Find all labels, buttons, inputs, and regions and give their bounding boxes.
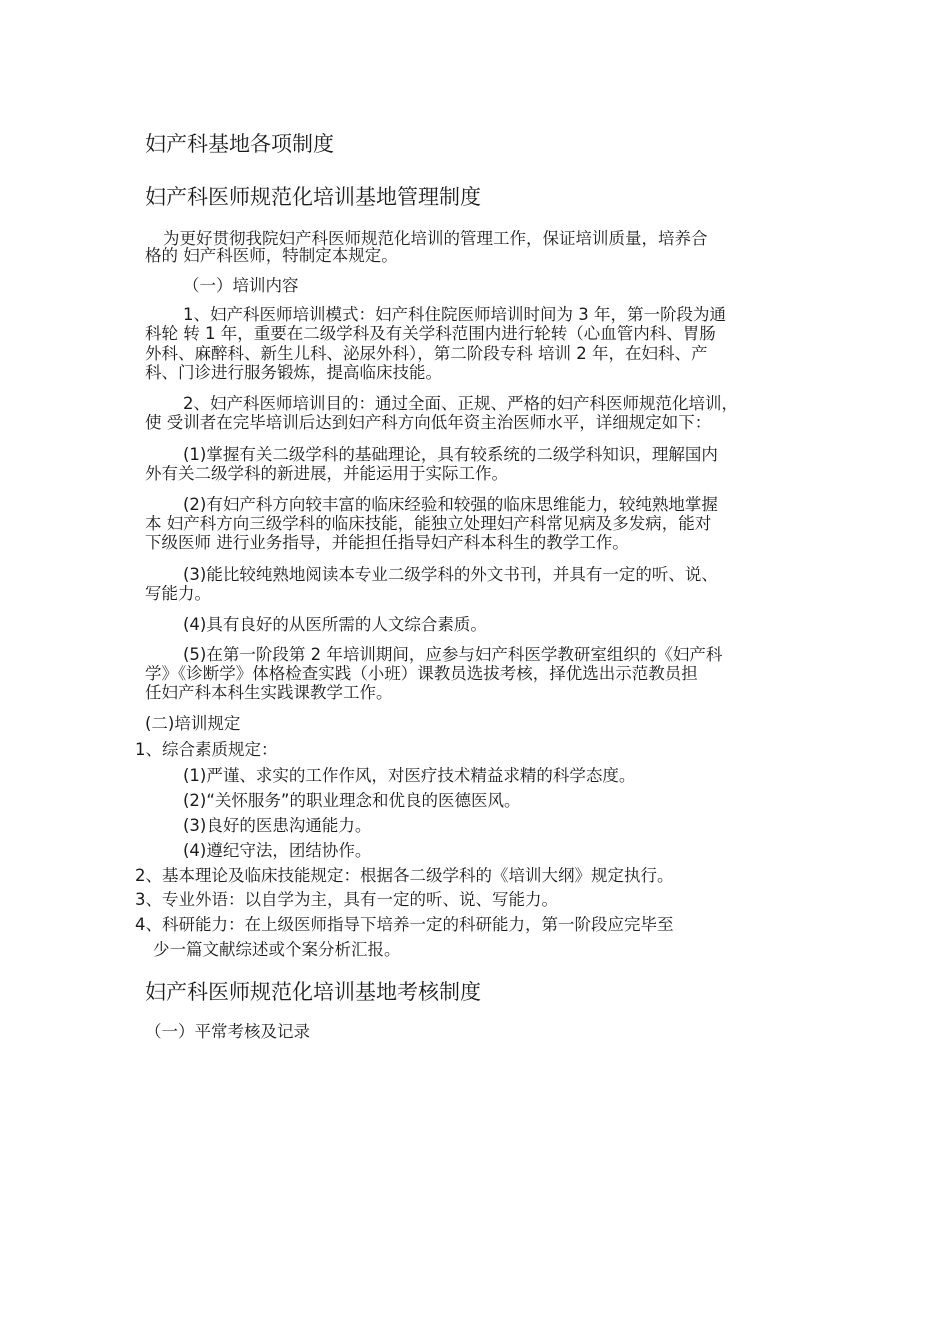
paragraph-line: (1)掌握有关二级学科的基础理论，具有较系统的二级学科知识，理解国内 (183, 445, 718, 464)
subsection-heading-routine-assessment: （一）平常考核及记录 (145, 1022, 310, 1041)
paragraph-line: 2、妇产科医师培训目的：通过全面、正规、严格的妇产科医师规范化培训， (183, 394, 738, 413)
paragraph-line: 科轮 转 1 年，重要在二级学科及有关学科范围内进行轮转（心血管内科、胃肠 (145, 324, 716, 343)
paragraph-line: 为更好贯彻我院妇产科医师规范化培训的管理工作，保证培训质量，培养合 (163, 229, 708, 248)
rule-item-1: 1、综合素质规定： (135, 740, 278, 759)
section-heading-assessment: 妇产科医师规范化培训基地考核制度 (145, 980, 481, 1004)
paragraph-line: 4、科研能力：在上级医师指导下培养一定的科研能力，第一阶段应完毕至 (135, 915, 674, 934)
paragraph-line: (5)在第一阶段第 2 年培训期间，应参与妇产科医学教研室组织的《妇产科 (183, 645, 723, 664)
paragraph-line: 外科、麻醉科、新生儿科、泌尿外科），第二阶段专科 培训 2 年，在妇科、产 (145, 344, 708, 363)
rule-subitem: (3)良好的医患沟通能力。 (183, 816, 372, 835)
paragraph-line: (2)有妇产科方向较丰富的临床经验和较强的临床思维能力，较纯熟地掌握 (183, 495, 718, 514)
paragraph-line: 任妇产科本科生实践课教学工作。 (145, 683, 393, 702)
rule-subitem: (2)“关怀服务”的职业理念和优良的医德医风。 (183, 791, 521, 810)
paragraph-line: 科、门诊进行服务锻炼，提高临床技能。 (145, 363, 442, 382)
rule-item-2: 2、基本理论及临床技能规定：根据各二级学科的《培训大纲》规定执行。 (135, 866, 674, 885)
subsection-heading-rules: (二)培训规定 (145, 714, 241, 733)
paragraph-line: 1、妇产科医师培训模式：妇产科住院医师培训时间为 3 年，第一阶段为通 (183, 305, 726, 324)
section-heading-management: 妇产科医师规范化培训基地管理制度 (145, 185, 481, 209)
paragraph-line: 外有关二级学科的新进展，并能运用于实际工作。 (145, 464, 508, 483)
document-title: 妇产科基地各项制度 (145, 132, 334, 156)
paragraph-line: 少一篇文献综述或个案分析汇报。 (153, 940, 401, 959)
paragraph-line: 学》《诊断学》体格检查实践（小班）课教员选拔考核，择优选出示范教员担 (145, 664, 698, 683)
paragraph-line: 使 受训者在完毕培训后达到妇产科方向低年资主治医师水平，详细规定如下： (145, 413, 712, 432)
paragraph-line: (3)能比较纯熟地阅读本专业二级学科的外文书刊，并具有一定的听、说、 (183, 565, 718, 584)
subsection-heading-content: （一）培训内容 (183, 276, 299, 295)
rule-subitem: (1)严谨、求实的工作作风，对医疗技术精益求精的科学态度。 (183, 766, 636, 785)
paragraph-line: 写能力。 (145, 584, 211, 603)
paragraph-line: 本 妇产科方向三级学科的临床技能，能独立处理妇产科常见病及多发病，能对 (145, 514, 712, 533)
goal-item-4: (4)具有良好的从医所需的人文综合素质。 (183, 615, 487, 634)
rule-item-3: 3、专业外语：以自学为主，具有一定的听、说、写能力。 (135, 890, 558, 909)
paragraph-line: 格的 妇产科医师，特制定本规定。 (145, 246, 398, 265)
paragraph-line: 下级医师 进行业务指导，并能担任指导妇产科本科生的教学工作。 (145, 533, 629, 552)
rule-subitem: (4)遵纪守法，团结协作。 (183, 841, 372, 860)
